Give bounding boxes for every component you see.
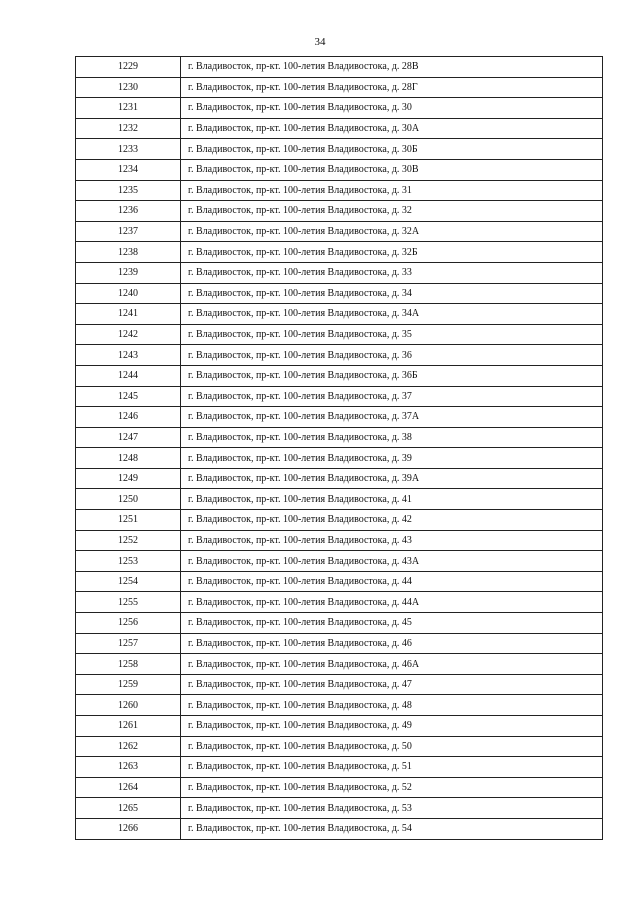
address-cell: г. Владивосток, пр-кт. 100-летия Владивостока, д. 34А [181,304,603,325]
address-cell: г. Владивосток, пр-кт. 100-летия Владивостока, д. 47 [181,674,603,695]
table-row [76,530,603,551]
address-cell: г. Владивосток, пр-кт. 100-летия Владивостока, д. 41 [181,489,603,510]
address-cell: г. Владивосток, пр-кт. 100-летия Владивостока, д. 34 [181,283,603,304]
row-number-cell: 1238 [76,242,181,263]
table-row [76,57,603,78]
address-cell: г. Владивосток, пр-кт. 100-летия Владивостока, д. 43 [181,530,603,551]
row-number-cell: 1248 [76,448,181,469]
table-row [76,551,603,572]
row-number-cell: 1237 [76,221,181,242]
table-row [76,345,603,366]
table-row [76,386,603,407]
row-number-cell: 1262 [76,736,181,757]
table-row [76,159,603,180]
row-number-cell: 1246 [76,407,181,428]
table-row [76,262,603,283]
address-cell: г. Владивосток, пр-кт. 100-летия Владивостока, д. 54 [181,818,603,839]
table-row [76,468,603,489]
address-cell: г. Владивосток, пр-кт. 100-летия Владивостока, д. 42 [181,510,603,531]
address-cell: г. Владивосток, пр-кт. 100-летия Владивостока, д. 30 [181,98,603,119]
row-number-cell: 1239 [76,262,181,283]
table-row [76,77,603,98]
row-number-cell: 1232 [76,118,181,139]
row-number-cell: 1233 [76,139,181,160]
table-row [76,427,603,448]
row-number-cell: 1266 [76,818,181,839]
address-cell: г. Владивосток, пр-кт. 100-летия Владивостока, д. 37 [181,386,603,407]
table-row [76,674,603,695]
address-cell: г. Владивосток, пр-кт. 100-летия Владивостока, д. 32 [181,201,603,222]
table-row [76,654,603,675]
row-number-cell: 1247 [76,427,181,448]
row-number-cell: 1261 [76,716,181,737]
table-row [76,242,603,263]
table-row [76,777,603,798]
table-row [76,592,603,613]
table-row [76,304,603,325]
address-cell: г. Владивосток, пр-кт. 100-летия Владивостока, д. 30Б [181,139,603,160]
address-cell: г. Владивосток, пр-кт. 100-летия Владивостока, д. 28В [181,57,603,78]
row-number-cell: 1240 [76,283,181,304]
row-number-cell: 1230 [76,77,181,98]
row-number-cell: 1260 [76,695,181,716]
address-cell: г. Владивосток, пр-кт. 100-летия Владивостока, д. 38 [181,427,603,448]
row-number-cell: 1257 [76,633,181,654]
address-cell: г. Владивосток, пр-кт. 100-летия Владивостока, д. 44А [181,592,603,613]
table-row [76,613,603,634]
table-row [76,818,603,839]
address-cell: г. Владивосток, пр-кт. 100-летия Владивостока, д. 30А [181,118,603,139]
table-row [76,365,603,386]
table-row [76,201,603,222]
row-number-cell: 1245 [76,386,181,407]
table-row [76,139,603,160]
address-cell: г. Владивосток, пр-кт. 100-летия Владивостока, д. 44 [181,571,603,592]
row-number-cell: 1231 [76,98,181,119]
table-row [76,489,603,510]
row-number-cell: 1241 [76,304,181,325]
table-row [76,98,603,119]
row-number-cell: 1255 [76,592,181,613]
table-row [76,695,603,716]
row-number-cell: 1249 [76,468,181,489]
address-cell: г. Владивосток, пр-кт. 100-летия Владивостока, д. 36 [181,345,603,366]
address-cell: г. Владивосток, пр-кт. 100-летия Владивостока, д. 46А [181,654,603,675]
row-number-cell: 1252 [76,530,181,551]
row-number-cell: 1258 [76,654,181,675]
row-number-cell: 1243 [76,345,181,366]
address-cell: г. Владивосток, пр-кт. 100-летия Владивостока, д. 53 [181,798,603,819]
address-cell: г. Владивосток, пр-кт. 100-летия Владивостока, д. 46 [181,633,603,654]
address-cell: г. Владивосток, пр-кт. 100-летия Владивостока, д. 52 [181,777,603,798]
address-cell: г. Владивосток, пр-кт. 100-летия Владивостока, д. 35 [181,324,603,345]
address-cell: г. Владивосток, пр-кт. 100-летия Владивостока, д. 36Б [181,365,603,386]
table-row [76,324,603,345]
table-row [76,798,603,819]
address-cell: г. Владивосток, пр-кт. 100-летия Владивостока, д. 45 [181,613,603,634]
table-row [76,448,603,469]
row-number-cell: 1265 [76,798,181,819]
table-row [76,283,603,304]
table-row [76,633,603,654]
row-number-cell: 1251 [76,510,181,531]
address-cell: г. Владивосток, пр-кт. 100-летия Владивостока, д. 50 [181,736,603,757]
address-table [75,56,603,840]
row-number-cell: 1235 [76,180,181,201]
row-number-cell: 1244 [76,365,181,386]
address-cell: г. Владивосток, пр-кт. 100-летия Владивостока, д. 48 [181,695,603,716]
address-cell: г. Владивосток, пр-кт. 100-летия Владивостока, д. 37А [181,407,603,428]
table-row [76,571,603,592]
address-cell: г. Владивосток, пр-кт. 100-летия Владивостока, д. 28Г [181,77,603,98]
row-number-cell: 1259 [76,674,181,695]
table-row [76,757,603,778]
row-number-cell: 1236 [76,201,181,222]
address-cell: г. Владивосток, пр-кт. 100-летия Владивостока, д. 33 [181,262,603,283]
address-cell: г. Владивосток, пр-кт. 100-летия Владивостока, д. 31 [181,180,603,201]
address-cell: г. Владивосток, пр-кт. 100-летия Владивостока, д. 39А [181,468,603,489]
row-number-cell: 1254 [76,571,181,592]
address-table-body [76,57,603,840]
table-row [76,118,603,139]
table-row [76,407,603,428]
page-number: 34 [314,36,326,48]
address-cell: г. Владивосток, пр-кт. 100-летия Владивостока, д. 32Б [181,242,603,263]
row-number-cell: 1253 [76,551,181,572]
table-row [76,180,603,201]
address-cell: г. Владивосток, пр-кт. 100-летия Владивостока, д. 51 [181,757,603,778]
address-cell: г. Владивосток, пр-кт. 100-летия Владивостока, д. 43А [181,551,603,572]
address-cell: г. Владивосток, пр-кт. 100-летия Владивостока, д. 39 [181,448,603,469]
row-number-cell: 1234 [76,159,181,180]
address-cell: г. Владивосток, пр-кт. 100-летия Владивостока, д. 30В [181,159,603,180]
table-row [76,736,603,757]
row-number-cell: 1250 [76,489,181,510]
row-number-cell: 1242 [76,324,181,345]
row-number-cell: 1229 [76,57,181,78]
address-cell: г. Владивосток, пр-кт. 100-летия Владивостока, д. 32А [181,221,603,242]
row-number-cell: 1256 [76,613,181,634]
row-number-cell: 1264 [76,777,181,798]
table-row [76,221,603,242]
table-row [76,510,603,531]
table-row [76,716,603,737]
row-number-cell: 1263 [76,757,181,778]
address-cell: г. Владивосток, пр-кт. 100-летия Владивостока, д. 49 [181,716,603,737]
